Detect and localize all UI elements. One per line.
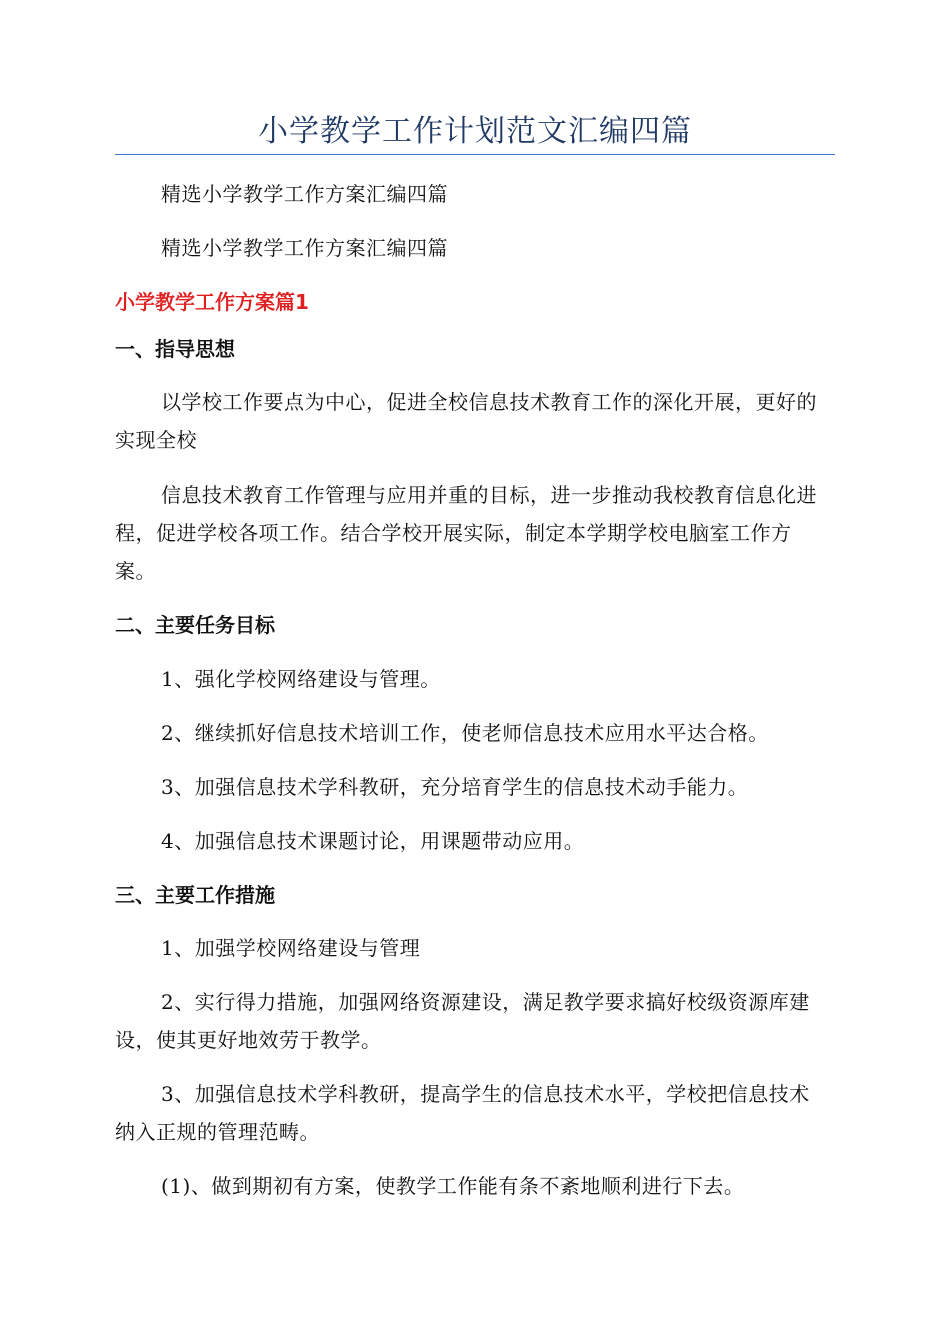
measure-item-3: 3、加强信息技术学科教研，提高学生的信息技术水平，学校把信息技术纳入正规的管理范畴。: [115, 1082, 810, 1144]
document-title: 小学教学工作计划范文汇编四篇: [258, 114, 692, 149]
subtitle-paragraph-2: 精选小学教学工作方案汇编四篇: [161, 236, 448, 260]
subtitle-paragraph-1: 精选小学教学工作方案汇编四篇: [161, 182, 448, 206]
measure-item-1: 1、加强学校网络建设与管理: [161, 936, 421, 960]
paragraph-guiding-2: 信息技术教育工作管理与应用并重的目标，进一步推动我校教育信息化进程，促进学校各项工作。结合学校开展实际，制定本学期学校电脑室工作方案。: [115, 483, 817, 583]
goal-item-4: 4、加强信息技术课题讨论，用课题带动应用。: [161, 829, 585, 853]
measure-item-2: 2、实行得力措施，加强网络资源建设，满足教学要求搞好校级资源库建设，使其更好地效劳于教学。: [115, 990, 810, 1052]
title-underline: [115, 154, 835, 155]
goal-item-2: 2、继续抓好信息技术培训工作，使老师信息技术应用水平达合格。: [161, 721, 769, 745]
paragraph-guiding-1: 以学校工作要点为中心，促进全校信息技术教育工作的深化开展，更好的实现全校: [115, 390, 817, 452]
goal-item-1: 1、强化学校网络建设与管理。: [161, 667, 441, 691]
measure-subitem-1: (1)、做到期初有方案，使教学工作能有条不紊地顺利进行下去。: [161, 1174, 745, 1198]
section-title: 小学教学工作方案篇1: [115, 290, 309, 314]
heading-guiding-ideology: 一、指导思想: [115, 337, 235, 361]
goal-item-3: 3、加强信息技术学科教研，充分培育学生的信息技术动手能力。: [161, 775, 749, 799]
heading-main-measures: 三、主要工作措施: [115, 883, 275, 907]
heading-main-goals: 二、主要任务目标: [115, 613, 275, 637]
